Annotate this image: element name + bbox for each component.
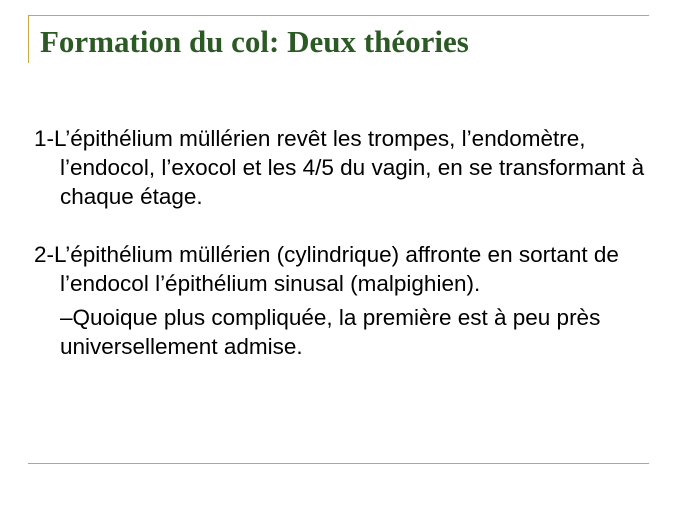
top-divider bbox=[28, 15, 649, 16]
sub-point-2a: –Quoique plus compliquée, la première est à peu près universellement admise. bbox=[60, 305, 601, 359]
slide-title: Formation du col: Deux théories bbox=[40, 24, 469, 59]
bullet-point-2: 2-L’épithélium müllérien (cylindrique) affronte en sortant de l’endocol l’épithélium sinusal (malpighien). bbox=[34, 242, 619, 296]
slide-body bbox=[34, 124, 654, 361]
bullet-point-1: 1-L’épithélium müllérien revêt les trompes, l’endomètre, l’endocol, l’exocol et les 4/5 du vagin, en se transformant à chaque étage. bbox=[34, 126, 645, 209]
bottom-divider bbox=[28, 463, 649, 464]
left-divider bbox=[28, 15, 29, 63]
